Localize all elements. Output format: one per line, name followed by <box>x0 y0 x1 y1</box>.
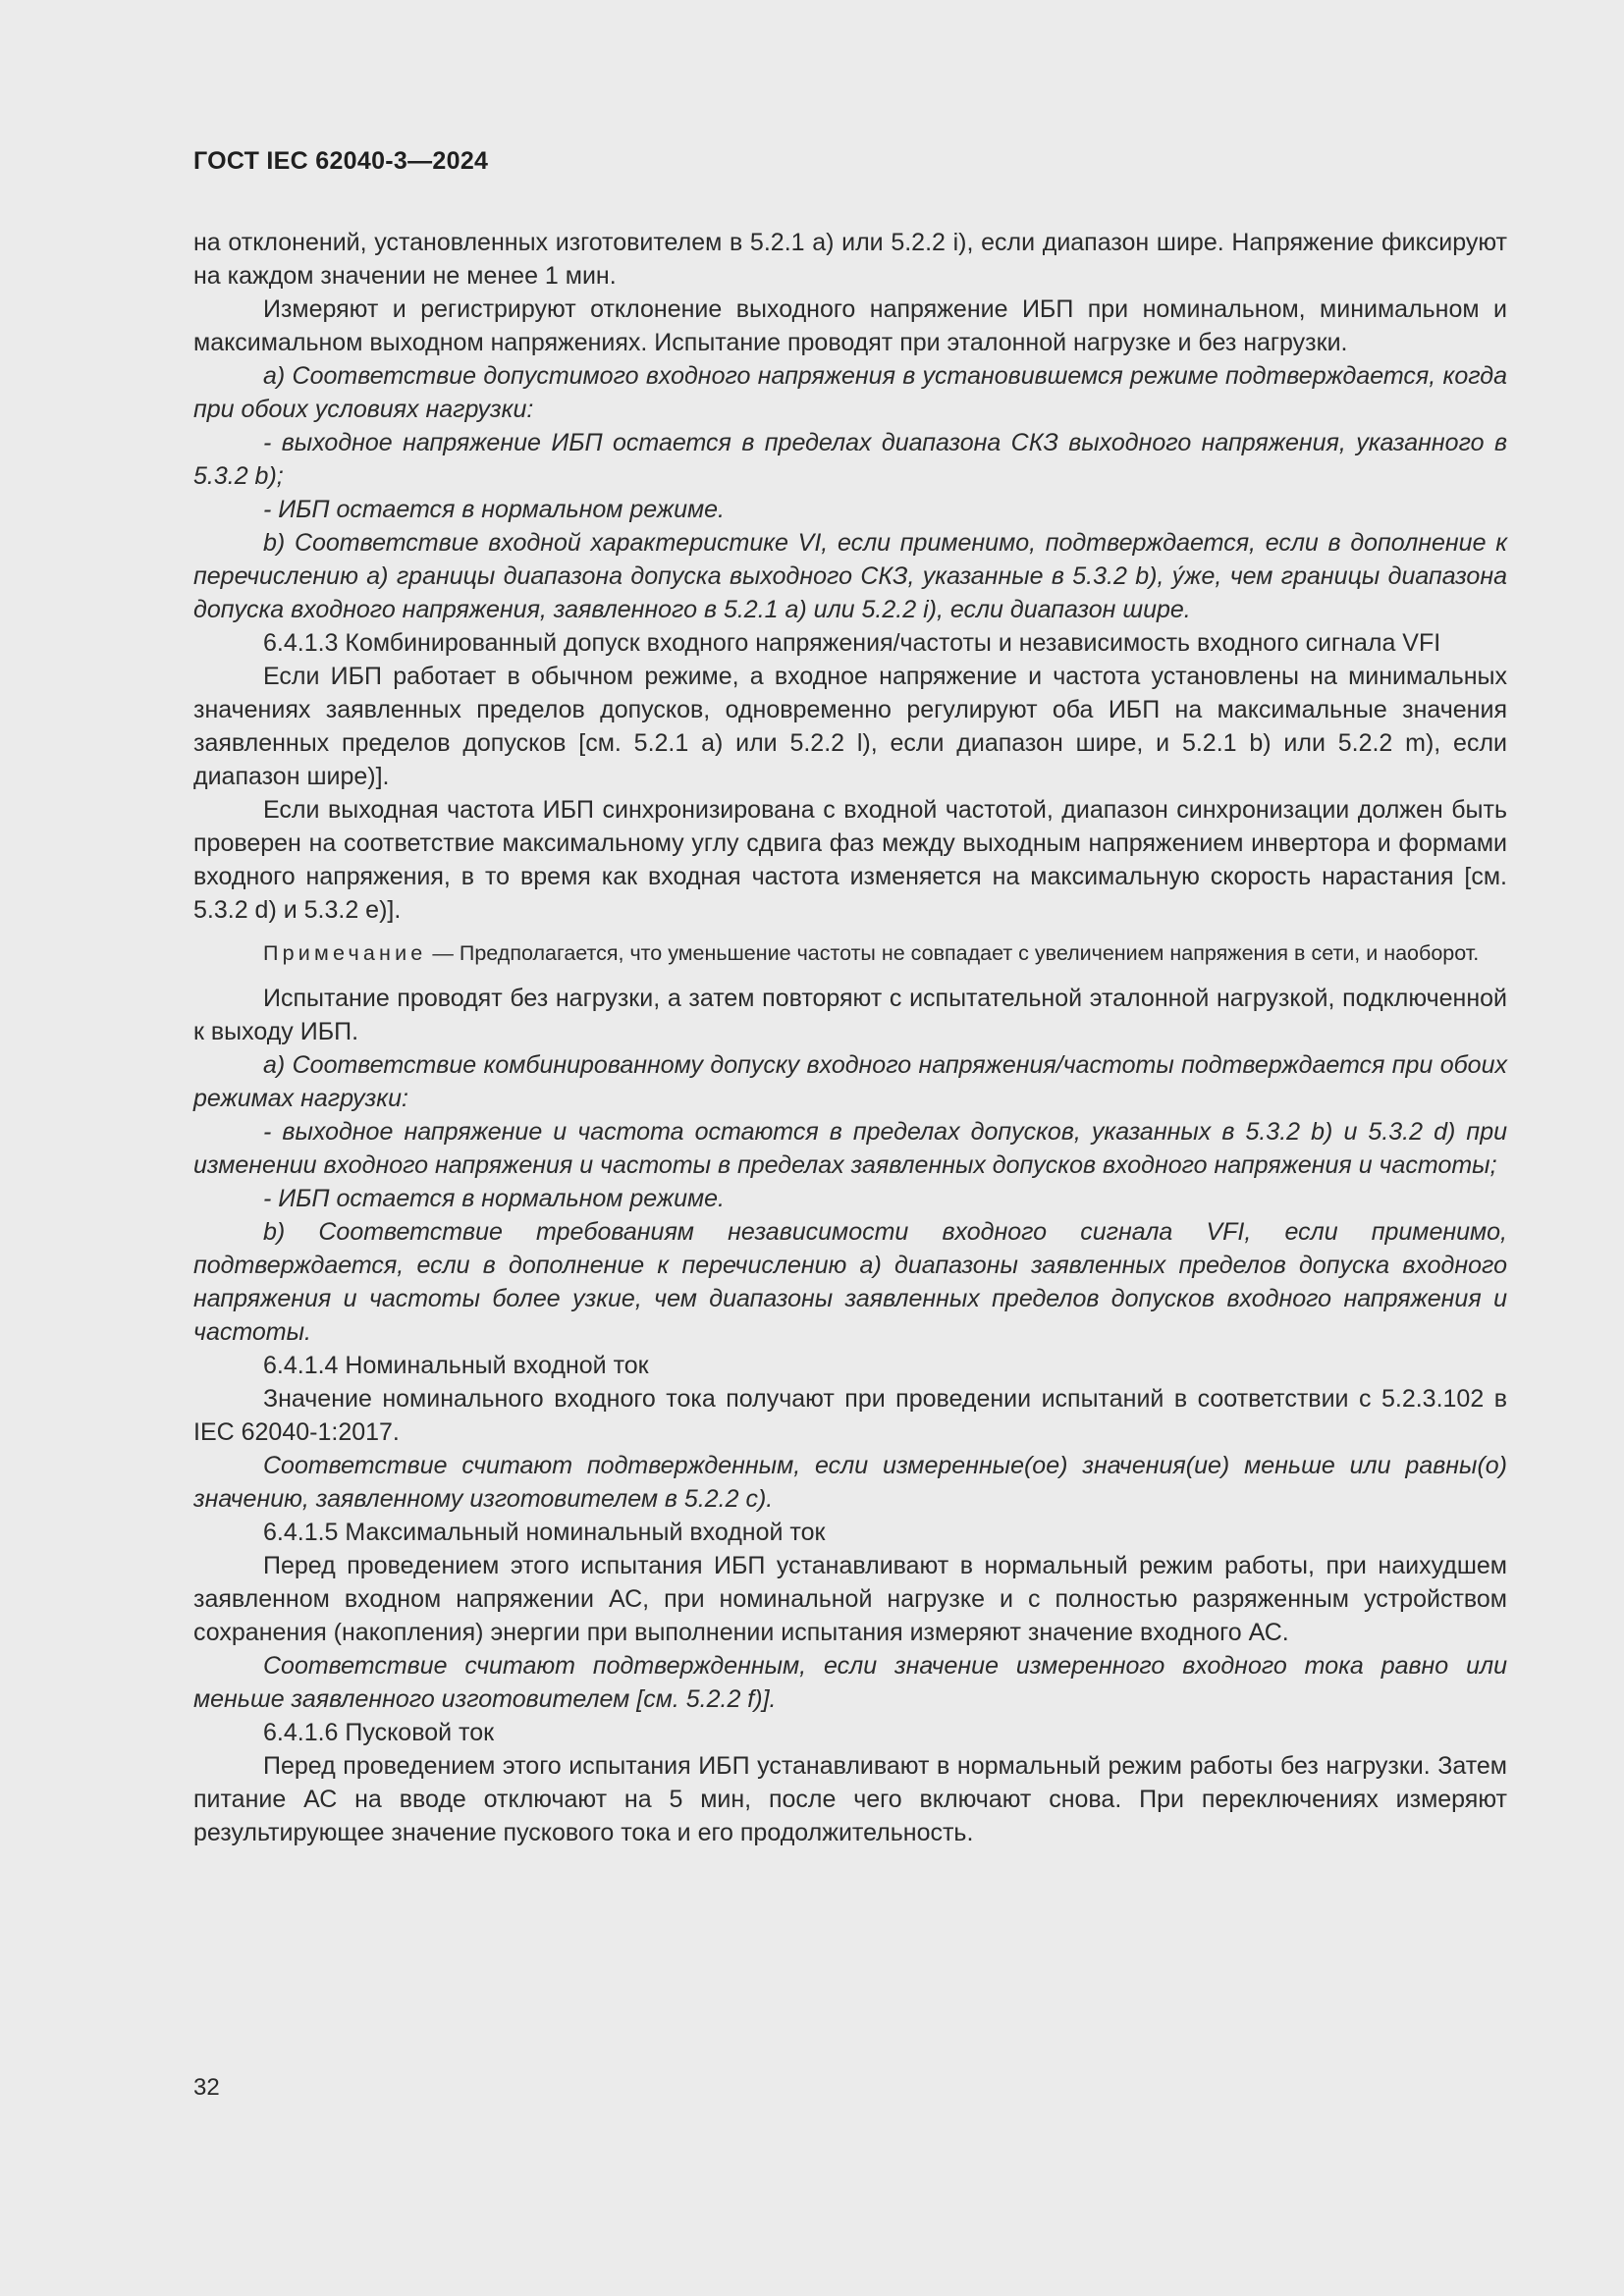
page-number: 32 <box>193 2074 220 2101</box>
compliance-item-b: b) Соответствие входной характеристике VI, если применимо, подтверждается, если в дополнение к перечислению а) границы диапазона допуска выходного СКЗ, указанные в 5.3.2 b), у́же, чем границы диапазона допуска входного напряжения, заявленного в 5.2.1 а) или 5.2.2 i), если диапазон шире. <box>193 529 1507 623</box>
compliance-subitem: - выходное напряжение и частота остаются в пределах допусков, указанных в 5.3.2 b) и 5.3.2 d) при изменении входного напряжения и частоты в пределах заявленных допусков входного напряжения и частоты; <box>193 1118 1507 1179</box>
paragraph: Измеряют и регистрируют отклонение выходного напряжение ИБП при номинальном, минимальном и максимальном выходном напряжениях. Испытание проводят при эталонной нагрузке и без нагрузки. <box>193 295 1507 356</box>
paragraph: Если выходная частота ИБП синхронизирована с входной частотой, диапазон синхронизации должен быть проверен на соответствие максимальному углу сдвига фаз между выходным напряжением инвертора и формами входного напряжения, в то время как входная частота изменяется на максимальную скорость нарастания [см. 5.3.2 d) и 5.3.2 е)]. <box>193 796 1507 924</box>
paragraph: Перед проведением этого испытания ИБП устанавливают в нормальный режим работы, при наихудшем заявленном входном напряжении АС, при номинальной нагрузке и с полностью разряженным устройством сохранения (накопления) энергии при выполнении испытания измеряют значение входного АС. <box>193 1552 1507 1646</box>
section-heading-6-4-1-3: 6.4.1.3 Комбинированный допуск входного напряжения/частоты и независимость входного сигнала VFI <box>263 629 1441 657</box>
compliance-subitem: - ИБП остается в нормальном режиме. <box>263 496 725 523</box>
section-heading-6-4-1-6: 6.4.1.6 Пусковой ток <box>263 1719 495 1746</box>
paragraph-continuation: на отклонений, установленных изготовителем в 5.2.1 а) или 5.2.2 i), если диапазон шире. Напряжение фиксируют на каждом значении не менее 1 мин. <box>193 229 1507 290</box>
document-body <box>193 226 1507 1849</box>
compliance-subitem: - ИБП остается в нормальном режиме. <box>263 1185 725 1212</box>
paragraph: Испытание проводят без нагрузки, а затем повторяют с испытательной эталонной нагрузкой, подключенной к выходу ИБП. <box>193 985 1507 1045</box>
compliance-item-a: а) Соответствие комбинированному допуску входного напряжения/частоты подтверждается при обоих режимах нагрузки: <box>193 1051 1507 1112</box>
note <box>193 938 1507 968</box>
note-label: Примечание <box>263 941 427 965</box>
note-text: — Предполагается, что уменьшение частоты не совпадает с увеличением напряжения в сети, и наоборот. <box>426 941 1480 965</box>
paragraph: Значение номинального входного тока получают при проведении испытаний в соответствии с 5.2.3.102 в IEC 62040-1:2017. <box>193 1385 1507 1446</box>
paragraph: Если ИБП работает в обычном режиме, а входное напряжение и частота установлены на минимальных значениях заявленных пределов допусков, одновременно регулируют оба ИБП на максимальные значения заявленных пределов допусков [см. 5.2.1 а) или 5.2.2 l), если диапазон шире, и 5.2.1 b) или 5.2.2 m), если диапазон шире)]. <box>193 663 1507 790</box>
compliance-statement: Соответствие считают подтвержденным, если значение измеренного входного тока равно или меньше заявленного изготовителем [см. 5.2.2 f)]. <box>193 1652 1507 1713</box>
paragraph: Перед проведением этого испытания ИБП устанавливают в нормальный режим работы без нагрузки. Затем питание АС на вводе отключают на 5 мин, после чего включают снова. При переключениях измеряют результирующее значение пускового тока и его продолжительность. <box>193 1752 1507 1846</box>
compliance-subitem: - выходное напряжение ИБП остается в пределах диапазона СКЗ выходного напряжения, указанного в 5.3.2 b); <box>193 429 1507 490</box>
section-heading-6-4-1-5: 6.4.1.5 Максимальный номинальный входной ток <box>263 1519 826 1546</box>
compliance-item-b: b) Соответствие требованиям независимости входного сигнала VFI, если применимо, подтверждается, если в дополнение к перечислению а) диапазоны заявленных пределов допуска входного напряжения и частоты более узкие, чем диапазоны заявленных пределов допусков входного напряжения и частоты. <box>193 1218 1507 1346</box>
document-header: ГОСТ IEC 62040-3—2024 <box>193 147 489 175</box>
compliance-item-a: а) Соответствие допустимого входного напряжения в установившемся режиме подтверждается, когда при обоих условиях нагрузки: <box>193 362 1507 423</box>
section-heading-6-4-1-4: 6.4.1.4 Номинальный входной ток <box>263 1352 649 1379</box>
compliance-statement: Соответствие считают подтвержденным, если измеренные(ое) значения(ие) меньше или равны(о) значению, заявленному изготовителем в 5.2.2 с). <box>193 1452 1507 1513</box>
